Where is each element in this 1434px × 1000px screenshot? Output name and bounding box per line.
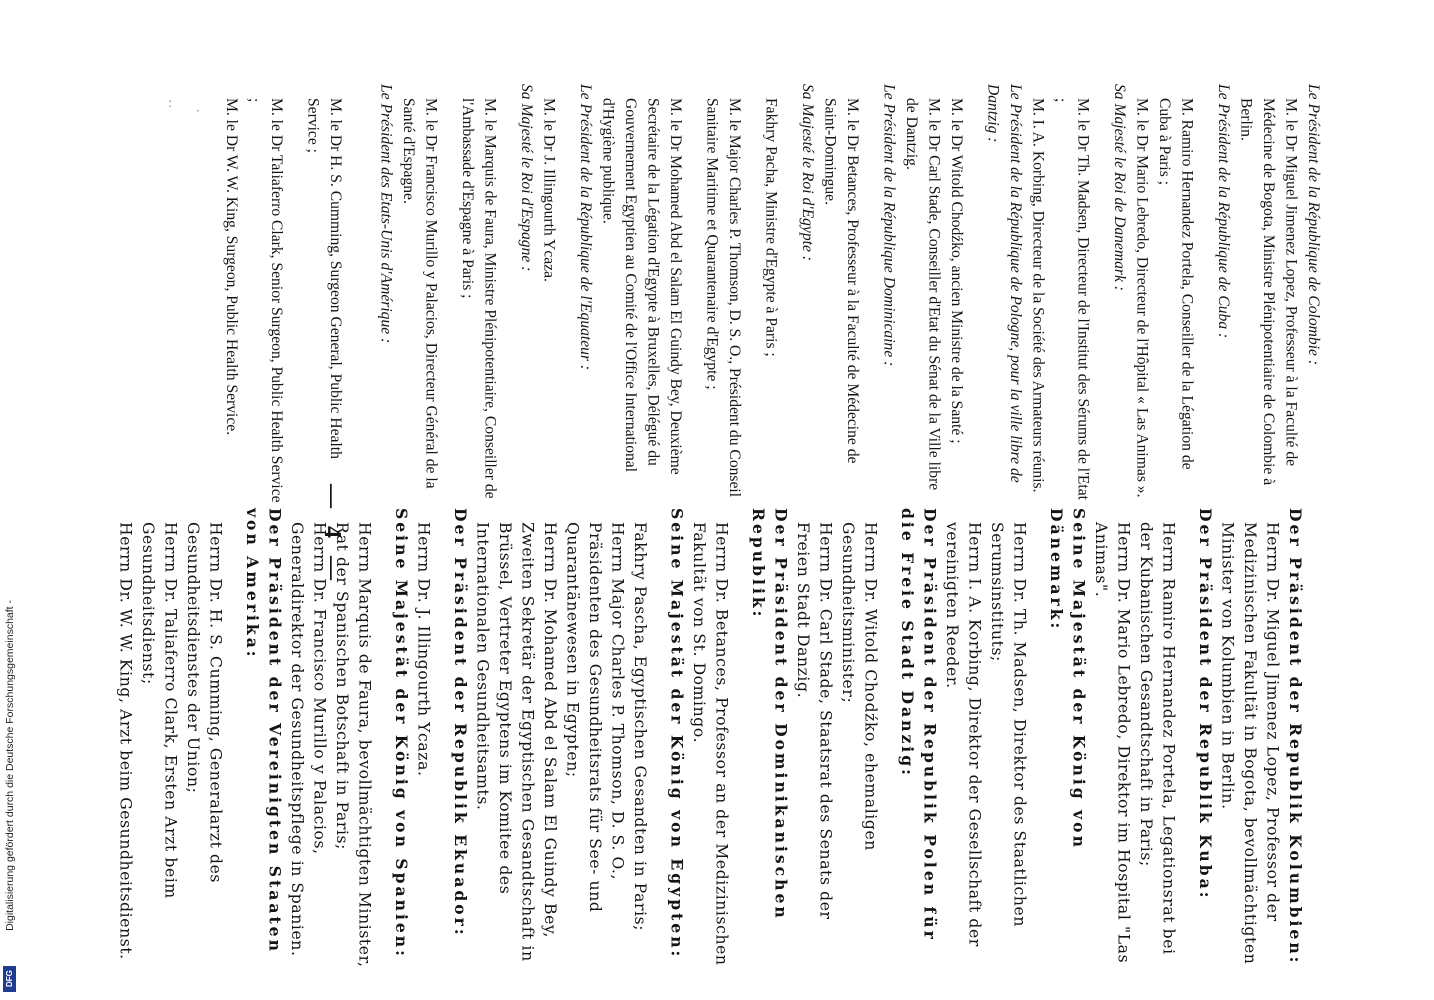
section-header: Le Président des Etats-Unis d'Amérique : <box>377 84 395 344</box>
section-header: Der Präsident der Dominikanischen Republik: <box>749 508 791 921</box>
delegate-entry: Herrn Dr. Witold Chodźko, ehemaligen Gesundheitsminister; <box>839 522 880 851</box>
section-header: Seine Majestät der König von Dänemark: <box>1047 508 1089 850</box>
dfg-logo: DFG <box>3 966 16 992</box>
section-header: Sa Majesté le Roi de Danemark : <box>1111 84 1128 291</box>
delegate-entry: M. le Dr Witold Chodźko, ancien Ministre de la Santé ; <box>948 98 965 444</box>
section-header: Le Président de la République de Cuba : <box>1215 84 1232 339</box>
page-number: — 4 — <box>319 484 345 586</box>
section-header: Seine Majestät der König von Egypten: <box>667 508 687 960</box>
section-header: Der Präsident der Vereinigten Staaten von Amerika: <box>243 508 285 954</box>
delegate-entry: M. le Dr H. S. Cumming, Surgeon General, Public Health Service ; <box>304 98 344 459</box>
french-column <box>223 84 1324 504</box>
section-header: Der Präsident der Republik Kuba: <box>1196 508 1215 901</box>
delegate-entry: Herrn Dr. Betances, Professor an der Medizinischen Fakultät von St. Domingo. <box>690 522 731 966</box>
section-header: Le Président de la République Dominicaine : <box>880 84 898 367</box>
delegate-entry: Herrn Dr. Francisco Murillo y Palacios, Generaldirektor der Gesundheitspflege in Spanien. <box>288 522 329 957</box>
section-header: Der Präsident der Republik Kolumbien: <box>1286 508 1305 966</box>
delegate-entry: Herrn Dr. Th. Madsen, Direktor des Staatlichen Serumsinstituts; <box>988 522 1029 927</box>
delegate-entry: Herrn Dr. Carl Stade, Staatsrat des Senats der Freien Stadt Danzig. <box>794 522 835 920</box>
section-header: Sa Majesté le Roi d'Espagne : <box>518 84 535 272</box>
delegate-entry: Herrn Marquis de Faura, bevollmächtigten Minister, Rat der Spanischen Botschaft in Paris; <box>333 522 374 968</box>
section-header: Le Président de la République de l'Equateur : <box>577 84 594 371</box>
delegate-entry: M. le Dr Taliaferro Clark, Senior Surgeon, Public Health Service ; <box>245 98 285 503</box>
delegate-entry: Herrn Dr. Miguel Jimenez Lopez, Professor der Medizinischen Fakultät in Bogota, bevollmächtigten Minister von Kolumbien in Berlin. <box>1218 522 1282 965</box>
delegate-entry: Herrn Dr. Mohamed Abd el Salam El Guindy Bey, Zweiten Sekretär der Egyptischen Gesandtschaft in Brüssel, Vertreter Egyptens im Komitee des Internationalen Gesundheitsamts. <box>473 522 559 962</box>
delegate-entry: M. le Dr Carl Stade, Conseiller d'Etat du Sénat de la Ville libre de Dantzig. <box>903 98 943 491</box>
section-header: Der Präsident der Republik Polen für die Freie Stadt Danzig: <box>898 508 940 942</box>
delegate-entry: M. le Dr J. Illingourth Ycaza. <box>540 98 558 282</box>
delegate-entry: Herrn Dr. Taliaferro Clark, Ersten Arzt beim Gesundheitsdienst; <box>139 522 180 899</box>
delegate-entry: Fakhry Pacha, Ministre d'Egypte à Paris ; <box>762 98 780 357</box>
delegate-entry: Herrn Dr. Mario Lebredo, Direktor im Hospital "Las Animas". <box>1092 522 1133 964</box>
delegate-entry: M. I. A. Korbing, Directeur de la Société des Armateurs réunis. <box>1029 98 1047 493</box>
delegate-entry: Herrn Major Charles P. Thomson, D. S. O., Präsidenten des Gesundheitsrats für See- und Quarantänewesen in Egypten; <box>563 522 627 913</box>
delegate-entry: M. le Dr Miguel Jimenez Lopez, Professeur à la Faculté de Médecine de Bogota, Ministre Plénipotentiaire de Colombie à Berlin. <box>1237 98 1300 486</box>
delegate-entry: M. le Major Charles P. Thomson, D. S. O., Président du Conseil Sanitaire Maritime et Quarantenaire d'Egypte ; <box>703 98 743 498</box>
delegate-entry: Herrn Dr. W. W. King, Arzt beim Gesundheitsdienst. <box>116 522 135 960</box>
delegate-entry: Herrn Dr. H. S. Cumming, Generalarzt des Gesundheitsdienstes der Union; <box>184 522 225 884</box>
delegate-entry: M. le Marquis de Faura, Ministre Plénipotentiaire, Conseiller de l'Ambassade d'Espagne à Paris ; <box>459 98 499 499</box>
section-header: Seine Majestät der König von Spanien: <box>392 508 411 959</box>
scan-artifact: · <box>196 104 200 118</box>
section-header: Sa Majesté le Roi d'Egypte : <box>799 84 816 261</box>
digitization-credit: Digitalisierung gefördert durch die Deutsche Forschungsgemeinschaft - <box>4 600 16 931</box>
delegate-entry: Fakhry Pascha, Egyptischen Gesandten in Paris; <box>631 522 649 932</box>
section-header: Le Président de la République de Pologne, pour la ville libre de Dantzig : <box>984 84 1024 483</box>
delegate-entry: M. le Dr Th. Madsen, Directeur de l'Institut des Sérums de l'Etat ; <box>1052 98 1092 501</box>
delegate-entry: Herrn I. A. Korbing, Direktor der Gesellschaft der vereinigten Reeder. <box>943 522 984 947</box>
scan-artifact: : <box>168 96 173 110</box>
delegate-entry: M. Ramiro Hernandez Portela, Conseiller de la Légation de Cuba à Paris ; <box>1156 98 1196 470</box>
delegate-entry: M. le Dr Mohamed Abd el Salam El Guindy Bey, Deuxième Secrétaire de la Légation d'Egypte à Bruxelles, Délégué du Gouvernement Egyptien au Comité de l'Office International d'Hygiène publique. <box>599 98 684 475</box>
delegate-entry: M. le Dr Betances, Professeur à la Faculté de Médecine de Saint-Domingue. <box>821 98 861 464</box>
delegate-entry: M. le Dr Mario Lebredo, Directeur de l'Hôpital « Las Animas ». <box>1133 98 1151 498</box>
delegate-entry: Herrn Dr. J. Illingourth Ycaza. <box>414 522 433 777</box>
german-column <box>116 508 1306 980</box>
section-header: Le Président de la République de Colombie : <box>1305 84 1322 366</box>
delegate-entry: Herrn Ramiro Hernandez Portela, Legationsrat bei der Kubanischen Gesandtschaft in Paris; <box>1137 522 1178 955</box>
delegate-entry: M. le Dr Francisco Murillo y Palacios, Directeur Général de la Santé d'Espagne. <box>400 98 440 489</box>
delegate-entry: M. le Dr W. W. King, Surgeon, Public Health Service. <box>223 98 240 436</box>
section-header: Der Präsident der Republik Ekuador: <box>451 508 470 938</box>
